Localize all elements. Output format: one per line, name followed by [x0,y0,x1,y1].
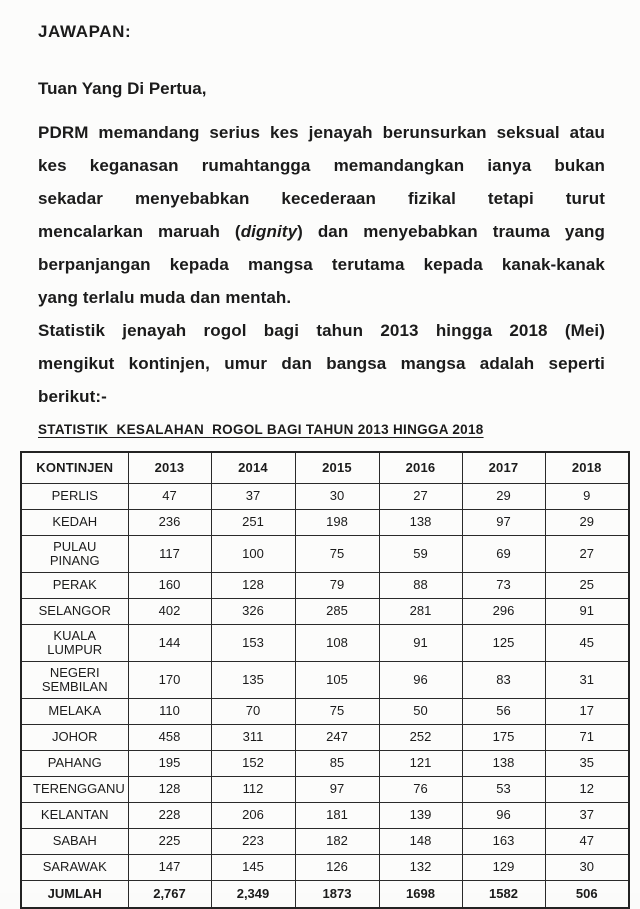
contingent-cell: SARAWAK [21,854,128,880]
value-cell: 110 [128,698,211,724]
table-row [21,509,629,535]
value-cell: 96 [379,661,462,698]
contingent-cell: PERLIS [21,483,128,509]
total-value-cell: 1873 [295,880,379,908]
contingent-column-header: KONTINJEN [21,452,128,483]
table-row [21,828,629,854]
table-row [21,750,629,776]
contingent-cell: PULAU PINANG [21,535,128,572]
value-cell: 163 [462,828,545,854]
value-cell: 281 [379,598,462,624]
table-row [21,776,629,802]
value-cell: 247 [295,724,379,750]
value-cell: 47 [545,828,629,854]
value-cell: 145 [211,854,295,880]
total-value-cell: 2,349 [211,880,295,908]
value-cell: 45 [545,624,629,661]
value-cell: 198 [295,509,379,535]
paragraph-line: Statistik jenayah rogol bagi tahun 2013 hingga 2018 (Mei) [38,321,605,340]
table-row [21,483,629,509]
value-cell: 402 [128,598,211,624]
contingent-cell: SABAH [21,828,128,854]
paragraph-line: berpanjangan kepada mangsa terutama kepada kanak-kanak [38,255,605,274]
value-cell: 117 [128,535,211,572]
value-cell: 85 [295,750,379,776]
paragraph-pdrm [0,116,640,314]
statistics-table [20,451,630,909]
value-cell: 25 [545,572,629,598]
total-label-cell: JUMLAH [21,880,128,908]
paragraph-statistik [0,314,640,413]
value-cell: 125 [462,624,545,661]
value-cell: 12 [545,776,629,802]
total-value-cell: 2,767 [128,880,211,908]
contingent-cell: KUALA LUMPUR [21,624,128,661]
value-cell: 138 [379,509,462,535]
table-row [21,598,629,624]
value-cell: 228 [128,802,211,828]
paragraph-line: PDRM memandang serius kes jenayah berunsurkan seksual atau [38,123,605,142]
value-cell: 311 [211,724,295,750]
value-cell: 50 [379,698,462,724]
value-cell: 9 [545,483,629,509]
value-cell: 128 [128,776,211,802]
document-heading: JAWAPAN: [38,22,132,41]
total-value-cell: 1582 [462,880,545,908]
total-value-cell: 1698 [379,880,462,908]
contingent-cell: MELAKA [21,698,128,724]
value-cell: 79 [295,572,379,598]
value-cell: 29 [545,509,629,535]
contingent-cell: SELANGOR [21,598,128,624]
value-cell: 206 [211,802,295,828]
line4-pre-text: mencalarkan maruah ( [38,222,241,241]
value-cell: 27 [379,483,462,509]
value-cell: 37 [545,802,629,828]
contingent-cell: TERENGGANU [21,776,128,802]
value-cell: 75 [295,535,379,572]
salutation: Tuan Yang Di Pertua, [38,79,207,98]
value-cell: 27 [545,535,629,572]
year-column-header: 2013 [128,452,211,483]
value-cell: 251 [211,509,295,535]
contingent-cell: KEDAH [21,509,128,535]
total-value-cell: 506 [545,880,629,908]
table-row [21,854,629,880]
value-cell: 37 [211,483,295,509]
value-cell: 31 [545,661,629,698]
contingent-cell: PERAK [21,572,128,598]
value-cell: 139 [379,802,462,828]
value-cell: 35 [545,750,629,776]
value-cell: 59 [379,535,462,572]
contingent-cell: PAHANG [21,750,128,776]
paragraph-line: sekadar menyebabkan kecederaan fizikal tetapi turut [38,189,605,208]
value-cell: 71 [545,724,629,750]
table-row [21,661,629,698]
year-column-header: 2014 [211,452,295,483]
value-cell: 170 [128,661,211,698]
table-row [21,698,629,724]
value-cell: 100 [211,535,295,572]
table-header [21,452,629,483]
year-column-header: 2016 [379,452,462,483]
value-cell: 195 [128,750,211,776]
table-title: STATISTIK KESALAHAN ROGOL BAGI TAHUN 2013 HINGGA 2018 [38,422,484,437]
paragraph-line [38,215,605,248]
value-cell: 91 [545,598,629,624]
value-cell: 225 [128,828,211,854]
value-cell: 128 [211,572,295,598]
value-cell: 17 [545,698,629,724]
value-cell: 47 [128,483,211,509]
value-cell: 135 [211,661,295,698]
table-row [21,572,629,598]
year-column-header: 2018 [545,452,629,483]
value-cell: 144 [128,624,211,661]
value-cell: 223 [211,828,295,854]
value-cell: 126 [295,854,379,880]
dignity-italic-text: dignity [240,222,298,241]
value-cell: 138 [462,750,545,776]
paragraph-line: berikut:- [38,387,107,406]
table-row [21,802,629,828]
value-cell: 182 [295,828,379,854]
value-cell: 458 [128,724,211,750]
value-cell: 252 [379,724,462,750]
value-cell: 112 [211,776,295,802]
table-row [21,724,629,750]
value-cell: 175 [462,724,545,750]
paragraph-line: mengikut kontinjen, umur dan bangsa mangsa adalah seperti [38,354,605,373]
contingent-cell: NEGERI SEMBILAN [21,661,128,698]
total-row [21,880,629,908]
value-cell: 30 [295,483,379,509]
table-row [21,624,629,661]
value-cell: 152 [211,750,295,776]
value-cell: 153 [211,624,295,661]
paragraph-line: yang terlalu muda dan mentah. [38,288,292,307]
year-column-header: 2015 [295,452,379,483]
contingent-cell: KELANTAN [21,802,128,828]
value-cell: 91 [379,624,462,661]
year-column-header: 2017 [462,452,545,483]
value-cell: 53 [462,776,545,802]
value-cell: 132 [379,854,462,880]
value-cell: 160 [128,572,211,598]
value-cell: 76 [379,776,462,802]
value-cell: 97 [462,509,545,535]
value-cell: 108 [295,624,379,661]
value-cell: 97 [295,776,379,802]
value-cell: 29 [462,483,545,509]
value-cell: 83 [462,661,545,698]
value-cell: 70 [211,698,295,724]
value-cell: 296 [462,598,545,624]
header-row [21,452,629,483]
value-cell: 30 [545,854,629,880]
value-cell: 73 [462,572,545,598]
value-cell: 69 [462,535,545,572]
table-footer [21,880,629,908]
value-cell: 75 [295,698,379,724]
table-body [21,483,629,880]
value-cell: 147 [128,854,211,880]
value-cell: 236 [128,509,211,535]
contingent-cell: JOHOR [21,724,128,750]
value-cell: 148 [379,828,462,854]
line4-post-text: ) dan menyebabkan trauma yang [297,222,606,241]
value-cell: 96 [462,802,545,828]
paragraph-line: kes keganasan rumahtangga memandangkan ianya bukan [38,156,605,175]
value-cell: 326 [211,598,295,624]
value-cell: 56 [462,698,545,724]
table-row [21,535,629,572]
value-cell: 105 [295,661,379,698]
value-cell: 129 [462,854,545,880]
value-cell: 285 [295,598,379,624]
value-cell: 181 [295,802,379,828]
value-cell: 121 [379,750,462,776]
value-cell: 88 [379,572,462,598]
